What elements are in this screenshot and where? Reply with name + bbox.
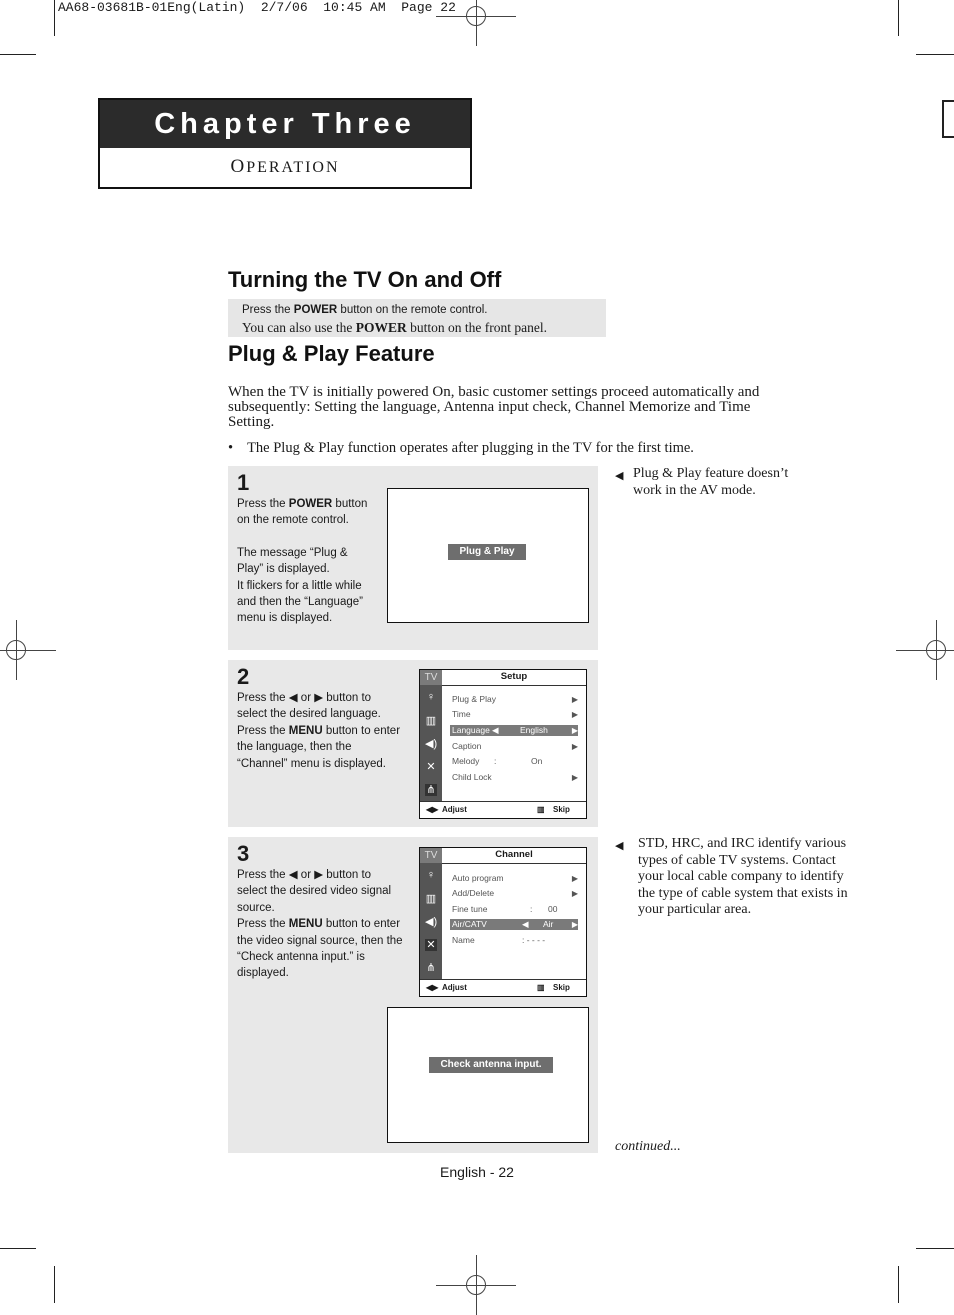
sound-icon: ▥	[425, 893, 437, 905]
osd-row-name[interactable]: Name : - - - -	[452, 935, 546, 945]
note-arrow-icon: ◀	[615, 840, 624, 852]
antenna-icon: ✕	[426, 761, 436, 773]
setup-icon: ⋔	[426, 962, 436, 974]
bullet-item: • The Plug & Play function operates after plugging in the TV for the first time.	[228, 440, 694, 456]
osd-sidebar	[420, 670, 442, 802]
power-remote-text: Press the POWER button on the remote control.	[242, 304, 488, 316]
step-number: 3	[237, 841, 250, 866]
print-slug: AA68-03681B-01Eng(Latin) 2/7/06 10:45 AM Page 22	[58, 0, 456, 15]
osd-row-plug-play[interactable]: Plug & Play ▶	[452, 694, 578, 704]
step-2-panel	[228, 660, 598, 827]
osd-row-air-catv[interactable]: Air/CATV ◀ Air ▶	[452, 919, 578, 929]
antenna-icon: ✕	[426, 939, 436, 951]
continued-text: continued...	[615, 1139, 681, 1154]
note-arrow-icon: ◀	[615, 470, 624, 482]
skip-icon: ▥	[537, 805, 545, 814]
sound-icon: ▥	[425, 715, 437, 727]
osd-tv-label: TV	[420, 670, 442, 685]
note-av-mode: ◀ Plug & Play feature doesn’t work in the AV mode.	[615, 466, 789, 498]
osd-title: Channel	[442, 848, 586, 864]
step-number: 2	[237, 664, 250, 689]
registration-mark	[456, 0, 496, 36]
page-footer: English - 22	[440, 1164, 514, 1180]
crop-mark	[898, 1266, 899, 1303]
osd-row-add-delete[interactable]: Add/Delete ▶	[452, 888, 578, 898]
crop-mark	[898, 0, 899, 36]
registration-mark	[0, 630, 36, 670]
osd-title: Setup	[442, 670, 586, 686]
osd-row-caption[interactable]: Caption ▶	[452, 741, 578, 751]
osd-row-language[interactable]: Language ◀ English ▶	[452, 725, 578, 735]
osd-footer: ◀▶ Adjust ▥ Skip	[420, 979, 586, 996]
crop-mark	[0, 54, 36, 55]
adjust-arrows-icon: ◀▶	[426, 805, 439, 814]
adjust-arrows-icon: ◀▶	[427, 1102, 441, 1112]
osd-row-fine-tune[interactable]: Fine tune : 00	[452, 904, 558, 914]
note-cable-systems: ◀ STD, HRC, and IRC identify various types of cable TV systems. Contact your local cable company to identify the type of cable system that exists in your particular area.	[615, 836, 848, 917]
chapter-banner	[98, 98, 472, 189]
picture-icon: ♀	[426, 691, 436, 703]
osd-row-time[interactable]: Time ▶	[452, 709, 578, 719]
chapter-title: Chapter Three	[100, 100, 470, 148]
step-2-text: Press the ◀ or ▶ button to select the desired language. Press the MENU button to enter the language, then the “Channel” menu is displayed.	[237, 692, 401, 770]
crop-mark	[916, 1248, 954, 1249]
adjust-arrows-icon: ◀▶	[426, 983, 439, 992]
channel-menu-osd	[419, 847, 587, 997]
tv-screen-plug-play	[387, 488, 589, 623]
section-heading-power: Turning the TV On and Off	[228, 267, 502, 292]
skip-icon: ▥	[537, 983, 545, 992]
page-tab-marker	[942, 100, 954, 138]
step-3-panel	[228, 837, 598, 1153]
setup-menu-osd	[419, 669, 587, 819]
power-panel-text: You can also use the POWER button on the front panel.	[242, 320, 547, 335]
step-1-text: Press the POWER button on the remote control. The message “Plug & Play” is displayed. It flickers for a little while and then the “Language” menu is displayed.	[237, 498, 368, 625]
crop-mark	[54, 0, 55, 36]
registration-mark	[916, 630, 954, 670]
crop-mark	[0, 1248, 36, 1249]
picture-icon: ♀	[426, 869, 436, 881]
registration-mark	[456, 1265, 496, 1305]
crop-mark	[54, 1266, 55, 1303]
step-1-panel	[228, 466, 598, 650]
power-instruction-box	[228, 299, 606, 337]
crop-mark	[916, 54, 954, 55]
osd-footer: ◀▶ Adjust ▥ Skip	[420, 801, 586, 818]
osd-sidebar	[420, 848, 442, 980]
step-3-text: Press the ◀ or ▶ button to select the desired video signal source. Press the MENU button to enter the video signal source, then the “Check antenna input.” is displayed.	[237, 869, 403, 980]
step-number: 1	[237, 470, 250, 495]
intro-paragraph: When the TV is initially powered On, basic customer settings proceed automatically and subsequently: Setting the language, Antenna input check, Channel Memorize and Time Setting.	[228, 384, 760, 430]
section-heading-plug-play: Plug & Play Feature	[228, 341, 435, 366]
plug-play-message: Plug & Play	[448, 544, 526, 560]
osd-row-melody[interactable]: Melody : On	[452, 756, 543, 766]
chapter-subtitle: OPERATION	[230, 156, 340, 177]
tv-screen-check-antenna: Check antenna input. ◀▶ Auto program ▥ Skip	[387, 1007, 589, 1143]
speaker-icon: ◀)	[425, 916, 438, 928]
osd-row-child-lock[interactable]: Child Lock ▶	[452, 772, 578, 782]
osd-tv-label: TV	[420, 848, 442, 863]
skip-icon: ▥	[509, 1102, 518, 1112]
osd-row-auto-program[interactable]: Auto program ▶	[452, 873, 578, 883]
speaker-icon: ◀)	[425, 738, 438, 750]
setup-icon: ⋔	[426, 784, 436, 796]
check-antenna-message: Check antenna input.	[429, 1057, 553, 1073]
